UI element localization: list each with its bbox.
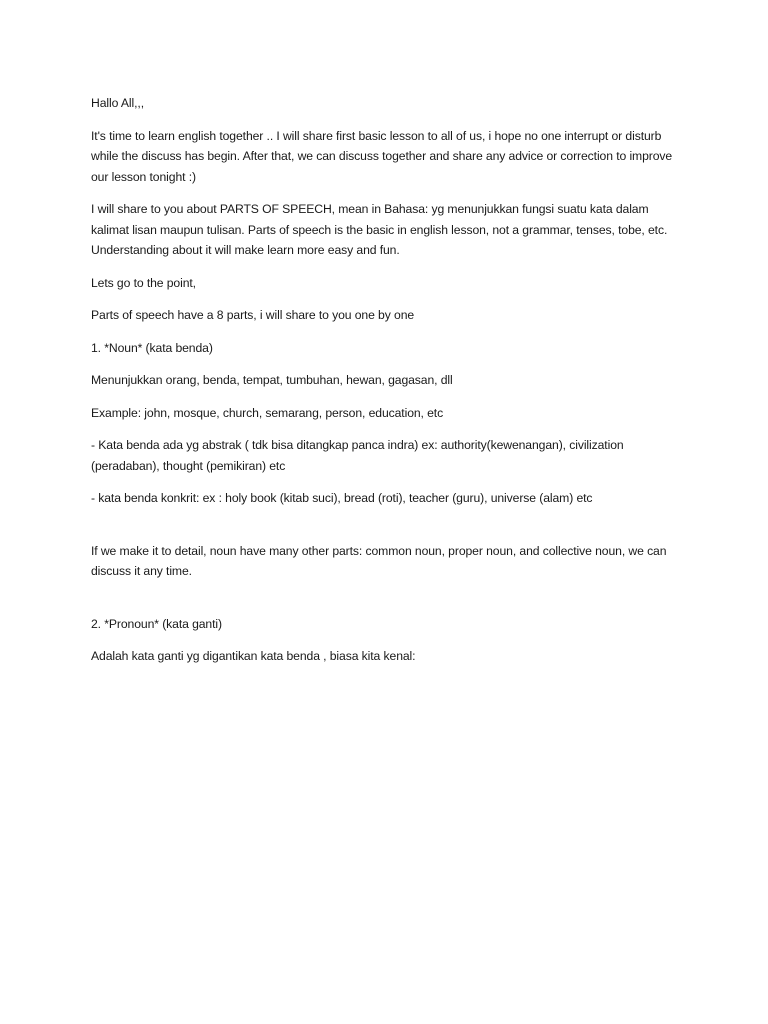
pronoun-heading: 2. *Pronoun* (kata ganti) (91, 616, 222, 631)
pronoun-definition-paragraph: Adalah kata ganti yg digantikan kata benda , biasa kita kenal: (91, 649, 416, 663)
noun-detail-paragraph: If we make it to detail, noun have many other parts: common noun, proper noun, and collective noun, we can discuss it any time. (91, 543, 667, 578)
noun-definition-paragraph: Menunjukkan orang, benda, tempat, tumbuhan, hewan, gagasan, dll (91, 373, 453, 387)
noun-example-paragraph: Example: john, mosque, church, semarang, person, education, etc (91, 405, 444, 420)
intro-paragraph: It's time to learn english together .. I will share first basic lesson to all of us, i hope no one interrupt or disturb while the discuss has begin. After that, we can discuss together and share any advice or correction to improve our lesson tonight :) (91, 128, 673, 184)
eight-parts-paragraph: Parts of speech have a 8 parts, i will share to you one by one (91, 308, 415, 322)
noun-heading: 1. *Noun* (kata benda) (91, 340, 213, 355)
document-body (91, 93, 681, 679)
abstract-noun-paragraph: - Kata benda ada yg abstrak ( tdk bisa ditangkap panca indra) ex: authority(kewenangan), civilization (peradaban), thought (pemikiran) etc (91, 438, 624, 473)
lets-go-paragraph: Lets go to the point, (91, 275, 196, 290)
concrete-noun-paragraph: - kata benda konkrit: ex : holy book (kitab suci), bread (roti), teacher (guru), universe (alam) etc (91, 491, 593, 505)
parts-of-speech-paragraph: I will share to you about PARTS OF SPEECH, mean in Bahasa: yg menunjukkan fungsi suatu kata dalam kalimat lisan maupun tulisan. Parts of speech is the basic in english lesson, not a grammar, tenses, tobe, etc. Understanding about it will make learn more easy and fun. (91, 202, 668, 257)
greeting-paragraph: Hallo All,,, (91, 96, 144, 110)
